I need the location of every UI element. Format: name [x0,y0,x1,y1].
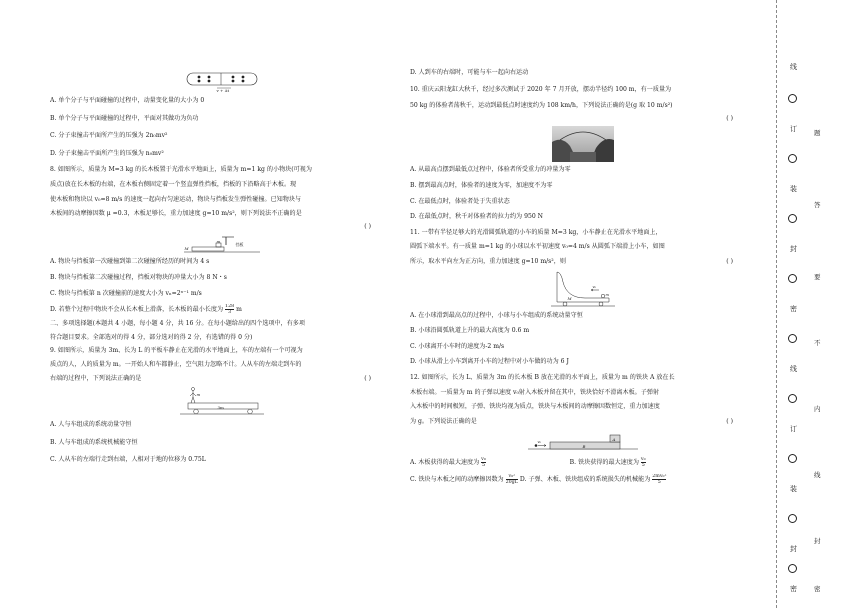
q8-option-d-text: D. 若整个过程中物块不会从长木板上滑落，长木板的最小长度为 [50,306,224,314]
binding-cut-line [776,0,778,608]
q8-option-c: C. 物块与挡板第 n 次碰撞前的速度大小为 vₙ=2ⁿ⁻¹ m/s [50,289,202,297]
q12-a-numerator: v₀ [481,457,486,463]
binding-char: 不 [814,339,821,347]
q9-line-3 [50,374,393,384]
section-2-header [50,319,393,342]
q11-fig-m: m [605,292,609,297]
q12-option-a-fraction [481,457,486,468]
q12-line-4 [410,417,755,427]
q9-fig-m: m [196,392,201,398]
binding-circle [788,94,797,103]
q8-fig-M: M [184,246,189,252]
q9-option-b: B. 人与车组成的系统机械能守恒 [50,438,138,446]
binding-char: 题 [814,129,821,137]
q12-answer-bracket: ( ) [726,417,733,425]
binding-char: 订 [790,125,797,133]
q12-option-b-text: B. 铁块获得的最大速度为 [569,459,639,467]
q7-option-c: C. 分子束撞击平面所产生的压强为 2n₀mv² [50,132,168,140]
q8-line-4: 木板间的动摩擦因数 μ =0.3，木板足够长，重力加速度 g=10 m/s²，则下列说法不正确的是 [50,210,302,218]
binding-char: 密 [814,585,821,593]
q8-d-unit: m [236,306,242,314]
q8-stem [50,165,393,231]
q8-line-1: 8. 如图所示，质量为 M=3 kg 的长木板置于光滑水平地面上，质量为 m=1 kg 的小物块(可视为 [50,166,312,174]
binding-char: 线 [790,63,797,71]
q12-option-b-fraction [641,457,646,468]
q11-stem [410,228,755,267]
q8-option-d [50,304,393,315]
q12-option-cd [410,474,755,485]
binding-char: 线 [790,365,797,373]
q10-answer-bracket: ( ) [726,114,733,122]
binding-char: 封 [790,245,797,253]
binding-char: 密 [790,305,797,313]
binding-char: 要 [814,273,821,281]
binding-char: 装 [790,485,797,493]
q12-option-a-text: A. 木板获得的最大速度为 [410,459,480,467]
q11-option-b: B. 小球沿圆弧轨道上升的最大高度为 0.6 m [410,327,530,335]
q10-line-2: 50 kg 的体验者荡秋千，运动到最低点时速度约为 108 km/h，下列说法正确的是(g 取 10 m/s²) [410,102,673,110]
binding-char: 封 [814,537,821,545]
q12-c-numerator: v₀² [506,474,518,480]
q12-b-denominator: 5 [641,463,645,469]
board-block-barrier-diagram [182,234,262,254]
q11-line-3 [410,257,755,267]
q12-fig-A: A [612,437,616,443]
binding-circle [788,514,797,523]
left-column [50,66,393,465]
q12-stem [410,373,755,426]
q11-option-c: C. 小球离开小车时的速度为-2 m/s [410,342,505,350]
binding-circle [788,334,797,343]
q10-stem [410,85,755,124]
q12-option-d-text: D. 子弹、木板、铁块组成的系统损失的机械能为 [519,476,651,484]
q12-line-1: 12. 如图所示，长为 L、质量为 3m 的长木板 B 放在光滑的水平面上，质量为 m 的铁块 A 放在长 [410,373,675,381]
q12-a-denominator: 5 [481,463,485,469]
q8-line-3: 使木板和物块以 v₀=8 m/s 的速度一起向右匀速运动，物块与挡板发生弹性碰撞。已知物块与 [50,195,302,203]
q9-option-d: D. 人到车的右端时，可能与车一起向右运动 [410,69,529,76]
q12-d-numerator: 2mv₀² [652,474,667,480]
q10-option-b: B. 摆到最高点时，体验者的速度为零，加速度不为零 [410,181,553,189]
binding-char: 答 [814,201,821,209]
q9-option-a: A. 人与车组成的系统动量守恒 [50,421,132,429]
q11-option-d: D. 小球从滑上小车到离开小车的过程中对小车做的功为 6 J [410,358,569,366]
binding-char: 密 [790,585,797,593]
q10-figure [552,126,614,162]
q12-line-4-text: 为 g。下列说法正确的是 [410,417,477,425]
q8-d-numerator: 128 [225,304,235,310]
q12-b-numerator: v₀ [640,457,646,463]
binding-char: 内 [814,405,821,413]
q12-fig-B: B [582,444,586,450]
q8-figure [182,234,262,254]
q7-option-b: B. 单个分子与平面碰撞的过程中，平面对其做功为负功 [50,114,199,122]
q8-fig-board: 挡板 [235,242,244,248]
q11-option-a: A. 在小球滑到最高点的过程中，小球与小车组成的系统动量守恒 [410,311,583,319]
binding-char: 订 [790,425,797,433]
cart-arc-track-diagram [551,270,615,308]
q12-fig-v0: v₀ [537,440,541,445]
q7-option-d: D. 分子束撞击平面所产生的压强为 n₀mv² [50,149,164,157]
section-2-line-2: 符合题目要求。全部选对的得 4 分，部分选对的得 2 分，有选错的得 0 分) [50,333,253,341]
q9-stem [50,346,393,383]
q8-line-2: 质点)放在长木板的右端，在木板右侧固定着一个竖直弹性挡板，挡板的下沿略高于木板。现 [50,180,297,188]
q12-option-d-fraction [652,474,666,485]
q10-option-a: A. 从最高点摆到最低点过程中，体验者所受重力的冲量为零 [410,166,571,174]
q11-line-2: 圆弧下端水平。有一质量 m=1 kg 的小球以水平初速度 v₀=4 m/s 从圆弧下端滑上小车，如图 [410,243,665,251]
q10-line-1: 10. 重庆云阳龙缸大秋千，经过多次测试于 2020 年 7 月开放，摆动半径约 100 m，有一质量为 [410,85,672,93]
right-column [410,66,755,485]
q9-line-3-text: 右端的过程中，下列说法正确的是 [50,374,142,382]
q10-option-d: D. 在最低点时，秋千对体验者的拉力约为 950 N [410,213,543,221]
q8-answer-bracket: ( ) [364,222,371,230]
binding-circle [788,394,797,403]
q8-option-d-fraction [225,304,234,315]
q11-line-3-text: 所示，取水平向左为正方向，重力加速度 g=10 m/s²，则 [410,257,566,265]
q11-answer-bracket: ( ) [726,257,733,265]
section-2-line-1: 二、多项选择题(本题共 4 小题，每小题 4 分，共 16 分。在每小题给出的四个选项中，有多项 [50,320,305,328]
q8-d-denominator: 3 [228,310,232,316]
q9-line-1: 9. 如图所示，质量为 3m、长为 L 的平板车静止在光滑的水平地面上，车的左端有一个可视为 [50,347,303,355]
binding-char: 封 [790,545,797,553]
q12-c-denominator: 20gL [505,480,518,486]
q12-option-ab [410,457,755,468]
binding-circle [788,274,797,283]
q8-fig-m: m [216,239,221,245]
q11-fig-v0: v₀ [592,284,596,289]
q11-figure [551,270,615,308]
q12-figure [528,429,638,451]
binding-char: 装 [790,185,797,193]
q9-fig-car: 3m [217,405,224,411]
binding-circle [788,564,797,573]
binding-char: 线 [814,471,821,479]
q8-option-b: B. 物块与挡板第二次碰撞过程，挡板对物块的冲量大小为 8 N・s [50,273,227,281]
binding-circle [788,454,797,463]
swing-photo [552,126,614,162]
q9-option-c: C. 人从车的左端行走到右端，人相对于地的位移为 0.75L [50,456,206,464]
q10-option-c: C. 在最低点时，体验者处于失重状态 [410,197,510,205]
q12-line-3: 入木板中的时间极短，子弹、铁块均视为质点，铁块与木板间的动摩擦因数恒定，重力加速度 [410,403,660,411]
binding-margin-col-2 [810,40,840,600]
q8-option-a: A. 物块与挡板第一次碰撞到第二次碰撞所经历的时间为 4 s [50,258,210,266]
q7-option-a: A. 单个分子与平面碰撞的过程中，动量变化量的大小为 0 [50,97,205,104]
q12-option-c-text: C. 铁块与木板之间的动摩擦因数为 [410,476,504,484]
q9-figure [180,386,264,416]
binding-circle [788,214,797,223]
q11-fig-M: M [567,295,572,301]
q12-option-c-fraction [506,474,518,485]
q11-line-1: 11. 一带有半径足够大的光滑圆弧轨道的小车的质量 M=3 kg，小车静止在光滑水平地面上， [410,228,662,236]
q12-line-2: 木板右端。一质量为 m 的子弹以速度 v₀射入木板并留在其中，铁块恰好不滑离木板。子弹射 [410,388,660,396]
q9-line-2: 质点的人，人的质量为 m。一开始人和车都静止，空气阻力忽略不计。人从车的左端走到车的 [50,360,302,368]
q12-d-denominator: 5 [657,480,661,486]
binding-circle [788,154,797,163]
q7-figure [177,69,267,93]
q7-figure-label: v + Δt [216,88,230,93]
q9-answer-bracket: ( ) [364,374,371,382]
